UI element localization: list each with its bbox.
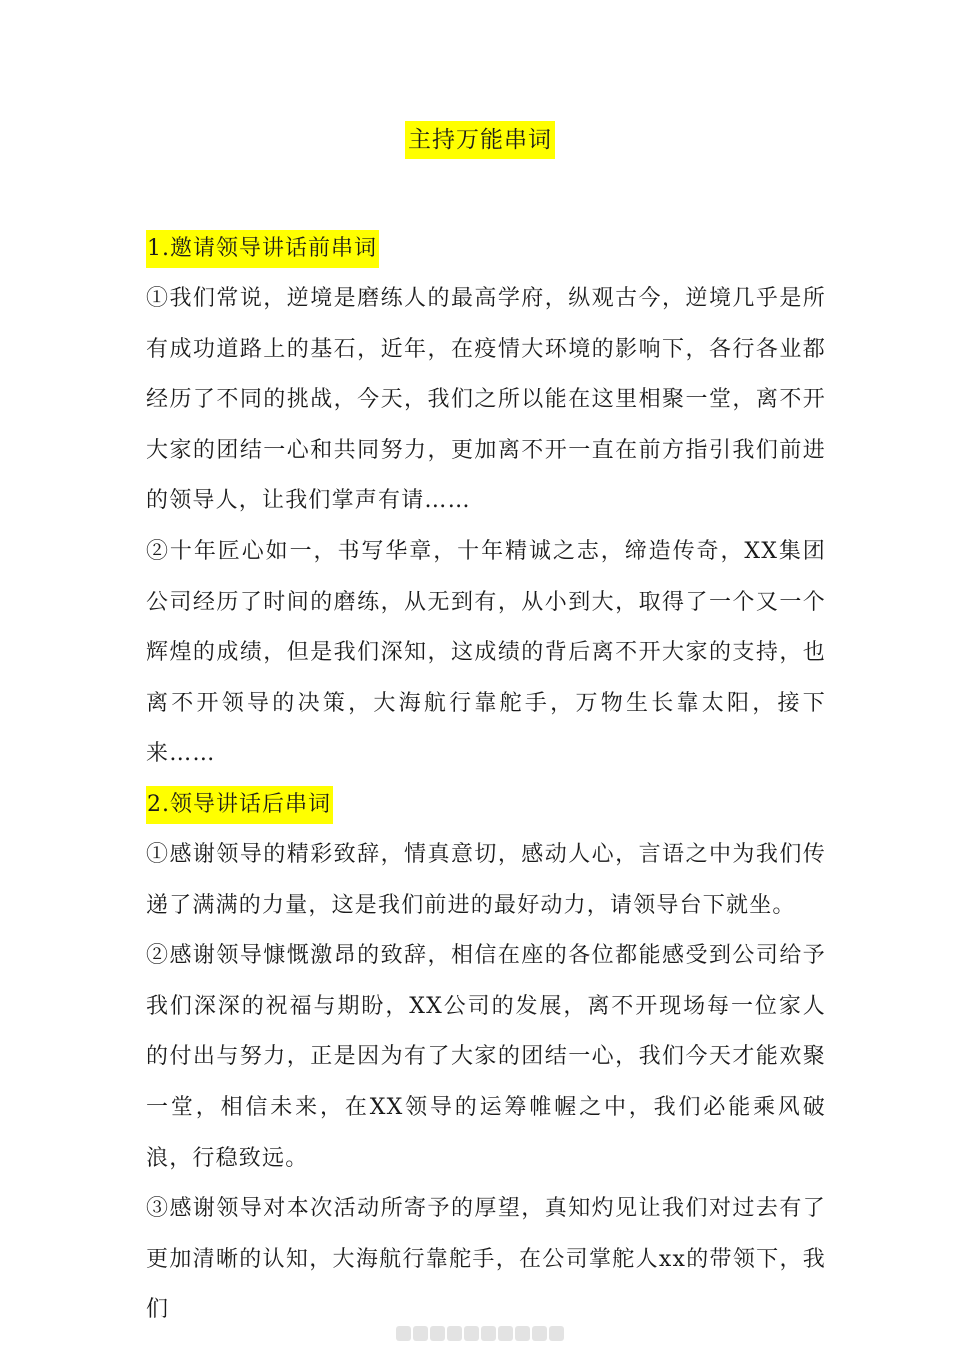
document-body [146, 224, 826, 1336]
paragraph: ②十年匠心如一，书写华章，十年精诚之志，缔造传奇，XX集团公司经历了时间的磨练，从无到有，从小到大，取得了一个又一个辉煌的成绩，但是我们深知，这成绩的背后离不开大家的支持，也离不开领导的决策，大海航行靠舵手，万物生长靠太阳，接下来…… [146, 538, 826, 767]
watermark-block [447, 1326, 462, 1341]
section-2-heading-row [146, 780, 826, 830]
section-heading: 1.邀请领导讲话前串词 [146, 230, 379, 268]
paragraph: ①感谢领导的精彩致辞，情真意切，感动人心，言语之中为我们传递了满满的力量，这是我们前进的最好动力，请领导台下就坐。 [146, 841, 826, 918]
watermark-block [532, 1326, 547, 1341]
document-title: 主持万能串词 [405, 121, 555, 159]
paragraph: ①我们常说，逆境是磨练人的最高学府，纵观古今，逆境几乎是所有成功道路上的基石，近年，在疫情大环境的影响下，各行各业都经历了不同的挑战，今天，我们之所以能在这里相聚一堂，离不开大家的团结一心和共同努力，更加离不开一直在前方指引我们前进的领导人，让我们掌声有请…… [146, 286, 826, 514]
watermark-block [515, 1326, 530, 1341]
section-1-heading-row [146, 224, 826, 274]
watermark-block [549, 1326, 564, 1341]
paragraph: ③感谢领导对本次活动所寄予的厚望，真知灼见让我们对过去有了更加清晰的认知，大海航行靠舵手，在公司掌舵人xx的带领下，我们 [146, 1196, 826, 1323]
section-heading: 2.领导讲话后串词 [146, 786, 333, 824]
watermark-block [464, 1326, 479, 1341]
watermark-block [430, 1326, 445, 1341]
watermark-block [413, 1326, 428, 1341]
watermark-block [396, 1326, 411, 1341]
watermark-blocks [396, 1326, 571, 1342]
title-wrap [0, 121, 960, 159]
paragraph: ②感谢领导慷慨激昂的致辞，相信在座的各位都能感受到公司给予我们深深的祝福与期盼，XX公司的发展，离不开现场每一位家人的付出与努力，正是因为有了大家的团结一心，我们今天才能欢聚一堂，相信未来，在XX领导的运筹帷幄之中，我们必能乘风破浪，行稳致远。 [146, 943, 826, 1171]
watermark-block [498, 1326, 513, 1341]
watermark-block [481, 1326, 496, 1341]
